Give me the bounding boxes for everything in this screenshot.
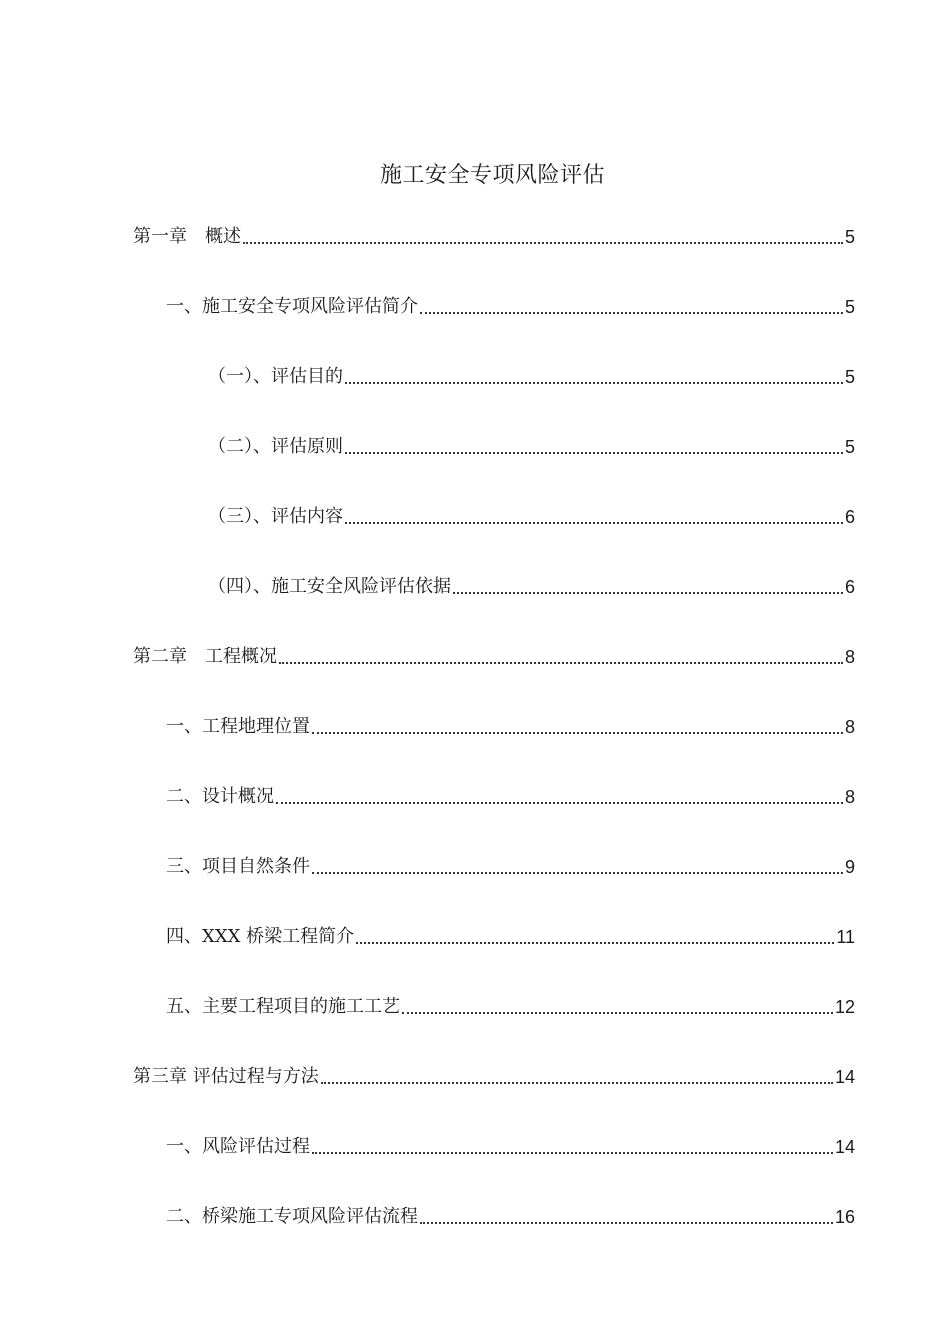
toc-entry-page: 6 (844, 507, 855, 527)
toc-entry-page: 5 (844, 367, 855, 387)
toc-entry[interactable] (166, 1202, 855, 1232)
toc-entry-page: 16 (834, 1207, 855, 1227)
toc-dot-leader (453, 591, 843, 594)
toc-entry-label: 一、工程地理位置 (166, 716, 310, 737)
toc-entry[interactable] (208, 362, 855, 392)
toc-entry-page: 8 (844, 647, 855, 667)
toc-entry-page: 5 (844, 227, 855, 247)
toc-dot-leader (420, 311, 843, 314)
toc-entry-label: 第三章 评估过程与方法 (133, 1066, 319, 1087)
toc-entry-label: 一、风险评估过程 (166, 1136, 310, 1157)
toc-entry-label: 五、主要工程项目的施工工艺 (166, 996, 400, 1017)
toc-entry[interactable] (166, 852, 855, 882)
toc-entry[interactable] (208, 572, 855, 602)
toc-dot-leader (345, 521, 843, 524)
toc-dot-leader (243, 241, 843, 244)
toc-entry-page: 5 (844, 437, 855, 457)
toc-dot-leader (312, 1151, 833, 1154)
toc-dot-leader (345, 451, 843, 454)
toc-entry-label: 第一章 概述 (133, 226, 241, 247)
toc-entry-page: 14 (834, 1067, 855, 1087)
toc-entry-page: 8 (844, 717, 855, 737)
toc-entry[interactable] (166, 1132, 855, 1162)
toc-entry[interactable] (166, 292, 855, 322)
toc-entry[interactable] (208, 432, 855, 462)
toc-entry-page: 11 (836, 927, 855, 947)
toc-entry[interactable] (133, 642, 855, 672)
toc-entry-page: 8 (844, 787, 855, 807)
toc-entry-page: 5 (844, 297, 855, 317)
toc-dot-leader (312, 731, 843, 734)
toc-entry-page: 9 (844, 857, 855, 877)
toc-entry-label: 一、施工安全专项风险评估简介 (166, 296, 418, 317)
toc-entry-label: 四、XXX 桥梁工程简介 (166, 926, 355, 947)
toc-entry[interactable] (166, 782, 855, 812)
toc-entry[interactable] (166, 992, 855, 1022)
toc-dot-leader (312, 871, 843, 874)
toc-entry-label: 二、设计概况 (166, 786, 274, 807)
toc-entry-label: （一）、评估目的 (208, 366, 343, 387)
toc-entry-label: （三）、评估内容 (208, 506, 343, 527)
toc-dot-leader (356, 941, 834, 944)
toc-dot-leader (279, 661, 843, 664)
toc-entry[interactable] (133, 222, 855, 252)
toc-entry[interactable] (133, 1062, 855, 1092)
toc-dot-leader (345, 381, 843, 384)
toc-dot-leader (420, 1221, 833, 1224)
toc-entry-label: 三、项目自然条件 (166, 856, 310, 877)
toc-entry-page: 14 (834, 1137, 855, 1157)
toc-dot-leader (321, 1081, 833, 1084)
toc-entry[interactable] (208, 502, 855, 532)
toc-entry-label: （二）、评估原则 (208, 436, 343, 457)
toc-entry-label: 二、桥梁施工专项风险评估流程 (166, 1206, 418, 1227)
toc-entry[interactable] (166, 712, 855, 742)
toc-entry-page: 6 (844, 577, 855, 597)
toc-dot-leader (402, 1011, 833, 1014)
toc-dot-leader (276, 801, 843, 804)
toc-entry-label: 第二章 工程概况 (133, 646, 277, 667)
document-title: 施工安全专项风险评估 (379, 163, 605, 188)
toc-entry-page: 12 (834, 997, 855, 1017)
toc-entry[interactable] (166, 922, 855, 952)
toc-entry-label: （四）、施工安全风险评估依据 (208, 576, 451, 597)
